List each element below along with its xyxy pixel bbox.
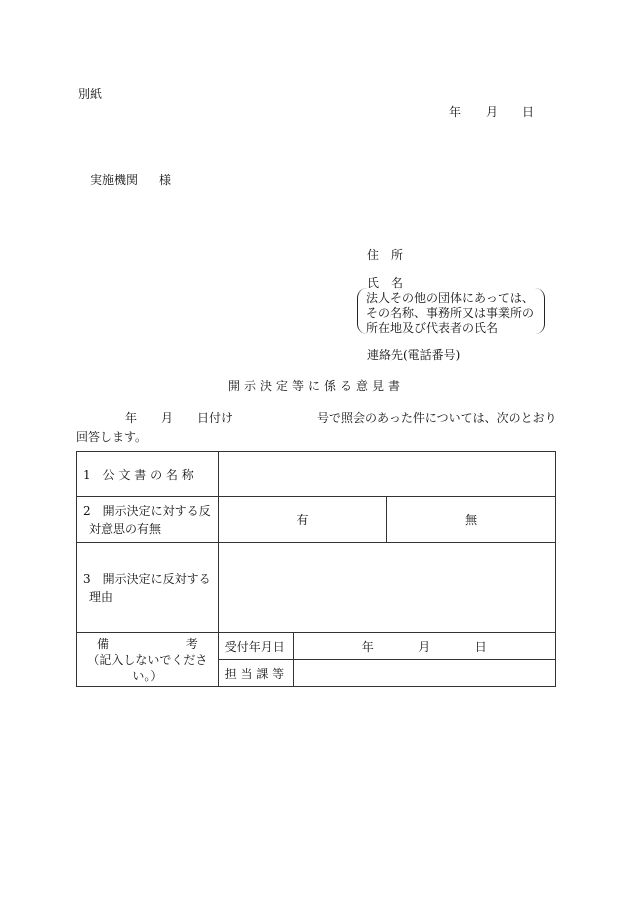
remarks-note-2: い。） [132, 668, 163, 683]
date-year: 年 [449, 105, 462, 119]
reason-label: 3 開示決定に反対する 理由 [77, 543, 219, 633]
section-field[interactable] [293, 660, 556, 687]
remarks-note-1: （記入しないでくださ [87, 652, 208, 667]
name-label: 氏 名 [367, 276, 404, 290]
contact-label: 連絡先(電話番号) [367, 348, 461, 362]
corp-note-line-1: 法人その他の団体にあっては、 [366, 291, 534, 305]
appendix-label: 別紙 [78, 87, 103, 101]
reason-field[interactable] [218, 543, 555, 633]
document-name-label: 1 公 文 書 の 名 称 [77, 452, 219, 497]
received-day: 日 [474, 639, 487, 654]
intro-month: 月 [161, 411, 174, 425]
document-title: 開示決定等に係る意見書 [228, 379, 405, 393]
address-label: 住 所 [367, 248, 404, 262]
date-month: 月 [486, 105, 499, 119]
addressee-org: 実施機関 [90, 173, 139, 187]
row-objection [77, 497, 556, 543]
objection-label: 2 開示決定に対する反 対意思の有無 [77, 497, 219, 543]
addressee-honorific: 様 [159, 173, 172, 187]
row-document-name [77, 452, 556, 497]
received-date-field[interactable] [293, 633, 556, 660]
intro-rest: 号で照会のあった件については、次のとおり [317, 411, 557, 425]
received-label: 受付年月日 [218, 633, 293, 660]
date-day: 日 [522, 105, 535, 119]
document-name-field[interactable] [218, 452, 555, 497]
remarks-left: 備 [97, 636, 110, 651]
received-year: 年 [361, 639, 374, 654]
remarks-right: 考 [185, 636, 198, 651]
remarks-cell [77, 633, 219, 687]
corp-note-line-2: その名称、事務所又は事業所の [366, 306, 535, 320]
intro-year: 年 [125, 411, 138, 425]
objection-yes[interactable]: 有 [218, 497, 387, 543]
intro-line-2: 回答します。 [76, 430, 148, 444]
section-label: 担 当 課 等 [218, 660, 293, 687]
received-month: 月 [418, 639, 431, 654]
row-reason [77, 543, 556, 633]
objection-no[interactable]: 無 [387, 497, 556, 543]
row-received [77, 633, 556, 660]
opinion-table [76, 451, 556, 687]
corp-note-line-3: 所在地及び代表者の氏名 [366, 321, 499, 335]
intro-day: 日付け [197, 411, 234, 425]
